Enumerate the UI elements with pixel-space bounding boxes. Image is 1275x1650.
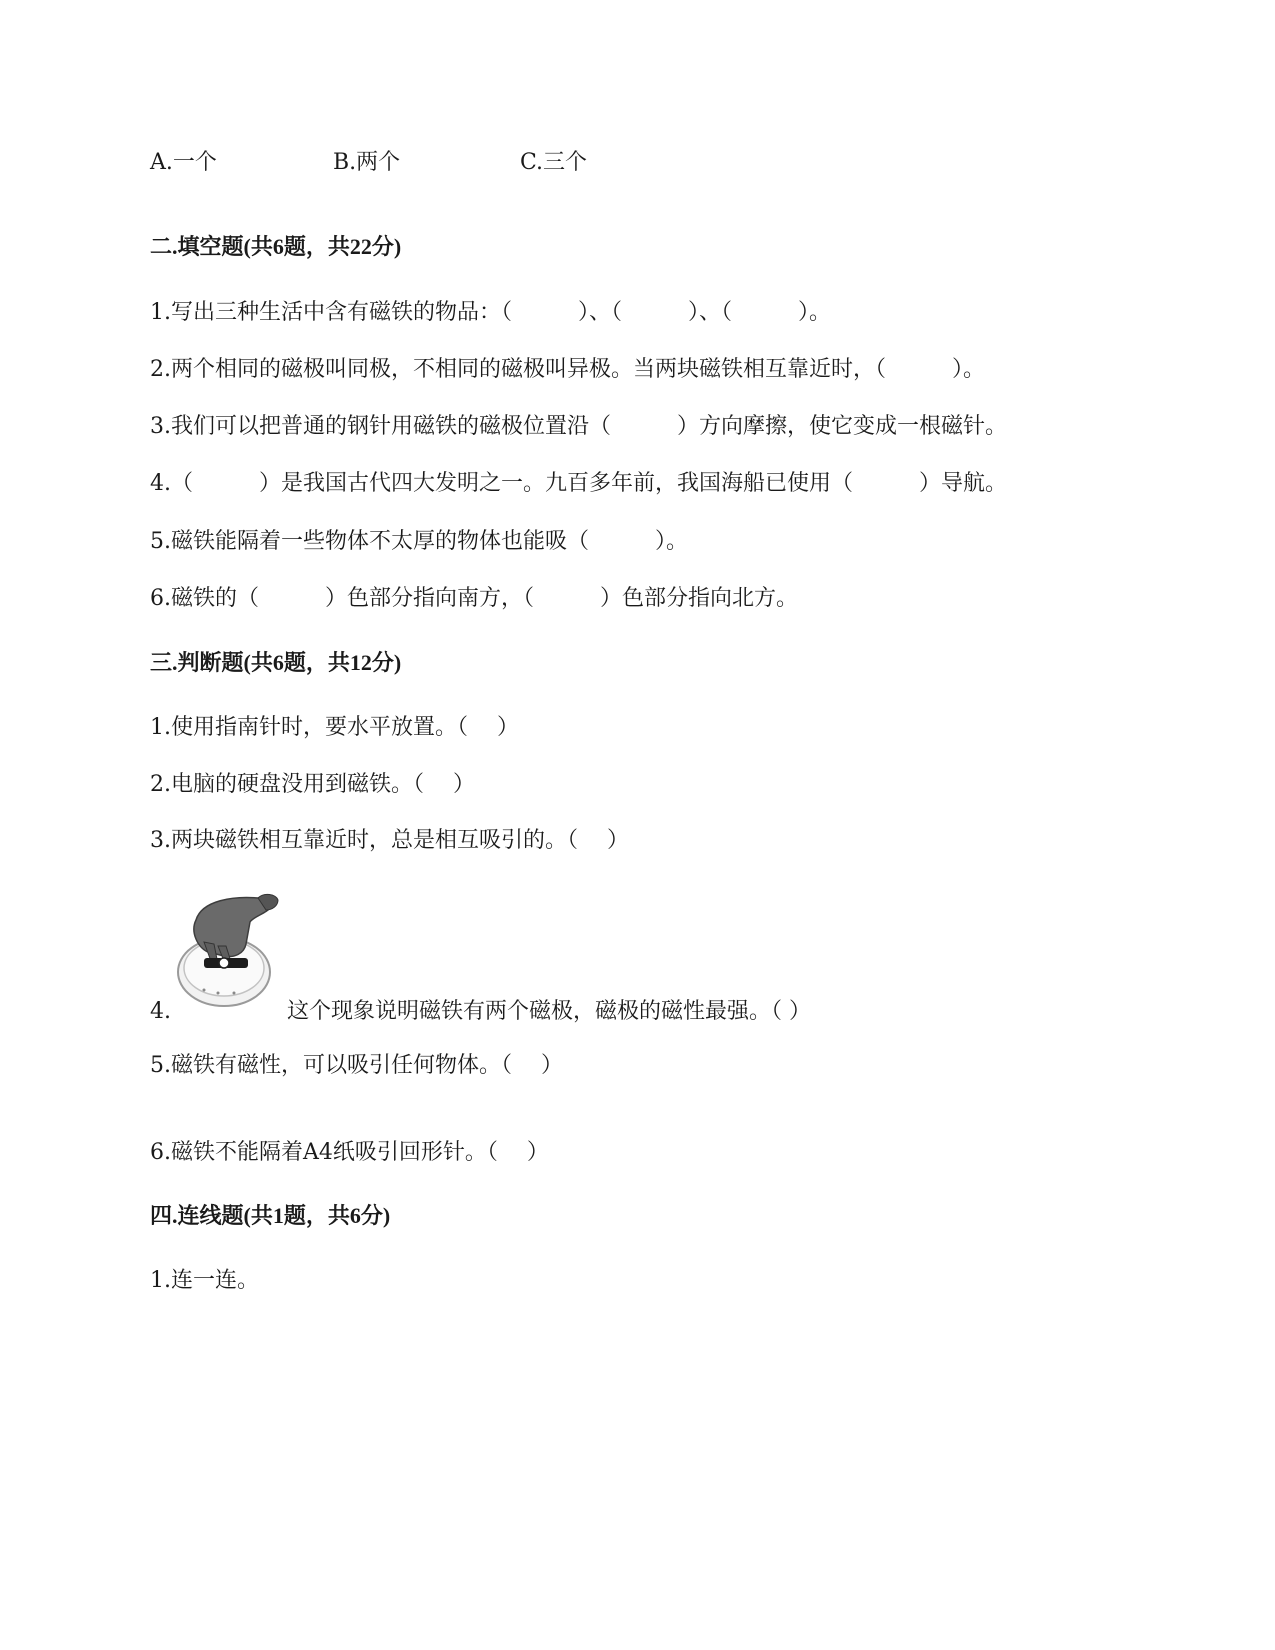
tf-question-4-number: 4. — [150, 999, 171, 1024]
option-a: A.一个 — [150, 150, 217, 175]
fill-question-6: 6.磁铁的（ ）色部分指向南方，（ ）色部分指向北方。 — [150, 586, 798, 611]
section-heading-true-false: 三.判断题(共6题，共12分) — [150, 650, 402, 675]
tf-question-3: 3.两块磁铁相互靠近时，总是相互吸引的。（ ） — [150, 828, 629, 853]
section-heading-matching: 四.连线题(共1题，共6分) — [150, 1203, 391, 1228]
matching-question-1: 1.连一连。 — [150, 1268, 259, 1293]
tf-question-5: 5.磁铁有磁性，可以吸引任何物体。（ ） — [150, 1053, 563, 1078]
fill-question-5: 5.磁铁能隔着一些物体不太厚的物体也能吸（ ）。 — [150, 529, 688, 554]
fill-question-2: 2.两个相同的磁极叫同极，不相同的磁极叫异极。当两块磁铁相互靠近时，（ ）。 — [150, 357, 985, 382]
tf-question-4-text: 这个现象说明磁铁有两个磁极，磁极的磁性最强。（ ） — [287, 999, 811, 1024]
fill-question-4: 4.（ ）是我国古代四大发明之一。九百多年前，我国海船已使用（ ）导航。 — [150, 471, 1007, 496]
fill-question-3: 3.我们可以把普通的钢针用磁铁的磁极位置沿（ ）方向摩擦，使它变成一根磁针。 — [150, 414, 1007, 439]
fill-question-1: 1.写出三种生活中含有磁铁的物品：（ ）、（ ）、（ ）。 — [150, 300, 831, 325]
option-c: C.三个 — [520, 150, 588, 175]
tf-question-6: 6.磁铁不能隔着A4纸吸引回形针。（ ） — [150, 1140, 549, 1165]
tf-question-1: 1.使用指南针时，要水平放置。（ ） — [150, 715, 519, 740]
tf-question-2: 2.电脑的硬盘没用到磁铁。（ ） — [150, 772, 475, 797]
option-b: B.两个 — [333, 150, 401, 175]
magnet-compass-illustration — [174, 892, 280, 1012]
section-heading-fill-blank: 二.填空题(共6题，共22分) — [150, 234, 402, 259]
